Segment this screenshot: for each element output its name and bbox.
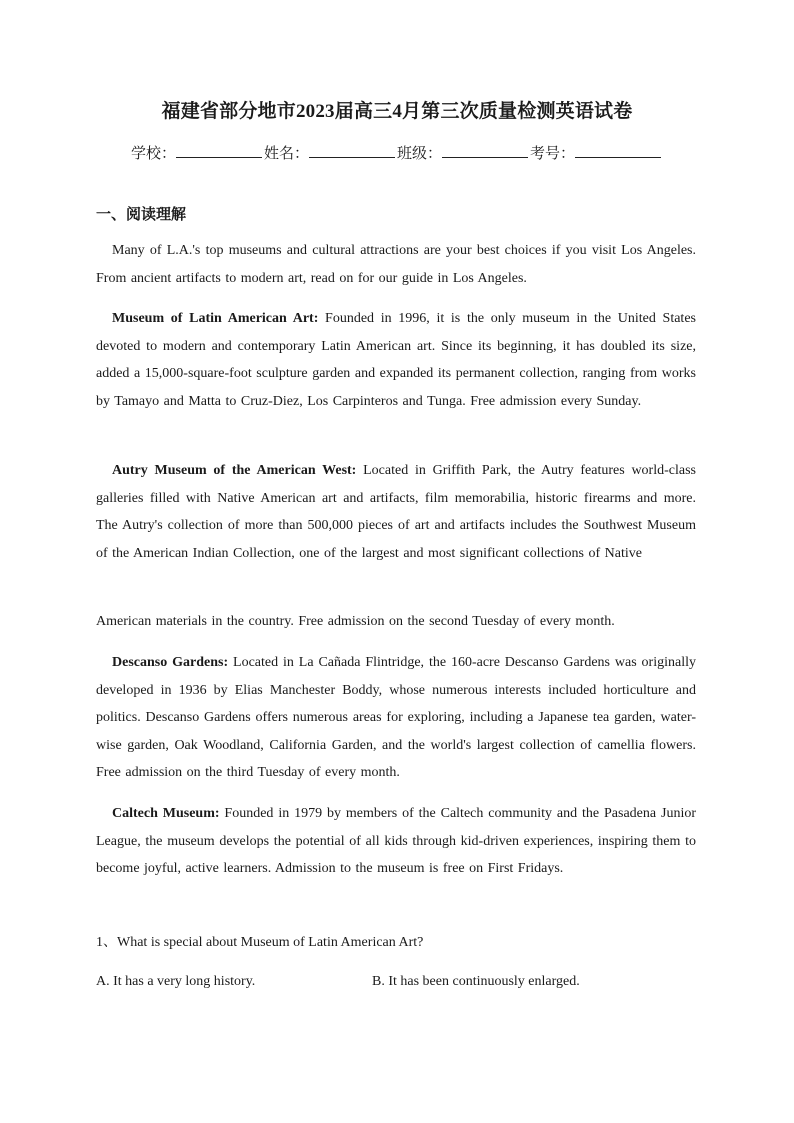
text-autry-continuation: American materials in the country. Free admission on the second Tuesday of every month. [96, 614, 615, 629]
page-title: 福建省部分地市2023届高三4月第三次质量检测英语试卷 [161, 101, 633, 122]
paragraph-autry-continuation [96, 608, 696, 636]
paragraph-caltech-museum [96, 800, 696, 883]
heading-caltech-museum: Caltech Museum: [112, 806, 220, 821]
heading-descanso-gardens: Descanso Gardens: [112, 655, 229, 670]
exam-no-label: 考号： [530, 146, 576, 162]
name-blank[interactable] [309, 143, 395, 158]
text-descanso-gardens: Located in La Cañada Flintridge, the 160-acre Descanso Gardens was originally developed in 1936 by Elias Manchester Boddy, whose numerous interests included horticulture and politics. Descanso Gardens offers numerous areas for exploring, including a Japanese tea garden, water-wise garden, Oak Woodland, California Garden, and the world's largest collection of camellia flowers. Free admission on the third Tuesday of every month. [96, 655, 696, 780]
class-label: 班级： [397, 146, 443, 162]
text-latin-american-art: Founded in 1996, it is the only museum in the United States devoted to modern and contemporary Latin American art. Since its beginning, it has doubled its size, added a 15,000-square-foot sculpture garden and expanded its permanent collection, ranging from works by Tamayo and Matta to Cruz-Diez, Los Carpinteros and Tunga. Free admission every Sunday. [96, 311, 696, 409]
school-blank[interactable] [176, 143, 262, 158]
class-blank[interactable] [442, 143, 528, 158]
heading-autry-museum: Autry Museum of the American West: [112, 463, 357, 478]
exam-no-blank[interactable] [575, 143, 661, 158]
section-heading: 一、阅读理解 [96, 207, 187, 223]
school-label: 学校： [130, 146, 176, 162]
question-1-option-a[interactable]: A. It has a very long history. [96, 974, 256, 989]
paragraph-latin-american-art [96, 305, 696, 415]
paragraph-descanso-gardens [96, 649, 696, 787]
heading-latin-american-art: Museum of Latin American Art: [112, 311, 319, 326]
text-caltech-museum: Founded in 1979 by members of the Caltech community and the Pasadena Junior League, the museum develops the potential of all kids through kid-driven experiences, inspiring them to become joyful, active learners. Admission to the museum is free on First Fridays. [96, 806, 696, 876]
question-1-option-b[interactable]: B. It has been continuously enlarged. [372, 974, 580, 989]
text-autry-museum: Located in Griffith Park, the Autry features world-class galleries filled with Native American art and artifacts, film memorabilia, historic firearms and more. The Autry's collection of more than 500,000 pieces of art and artifacts includes the Southwest Museum of the American Indian Collection, one of the largest and most significant collections of Native [96, 463, 696, 561]
student-info-line [0, 142, 794, 163]
name-label: 姓名： [263, 146, 309, 162]
passage-intro [96, 237, 696, 292]
paragraph-autry-museum [96, 457, 696, 567]
question-1-stem: 1、What is special about Museum of Latin American Art? [96, 935, 424, 950]
intro-text: Many of L.A.'s top museums and cultural attractions are your best choices if you visit Los Angeles. From ancient artifacts to modern art, read on for our guide in Los Angeles. [96, 243, 696, 286]
